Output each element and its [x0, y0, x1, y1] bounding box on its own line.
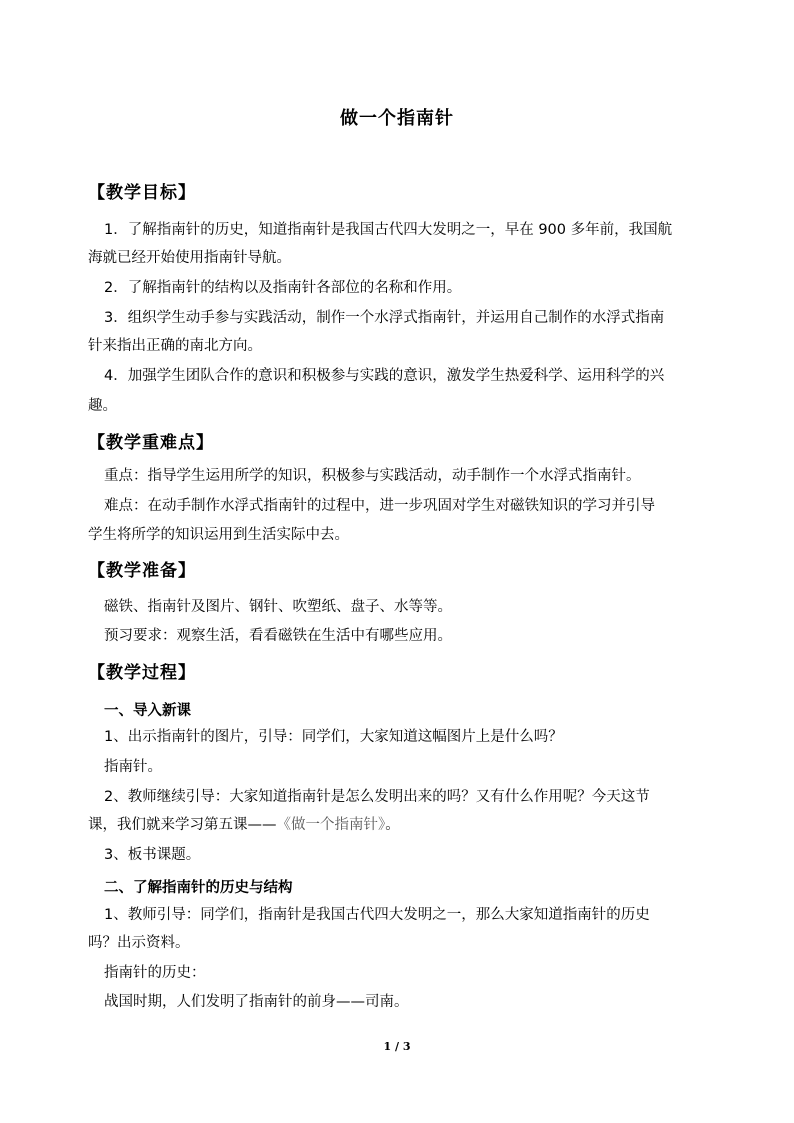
lesson-reference: 《做一个指南针》	[276, 817, 386, 833]
goals-line: 4．加强学生团队合作的意识和积极参与实践的意识，激发学生热爱科学、运用科学的兴	[104, 368, 665, 384]
key-points-line: 学生将所学的知识运用到生活实际中去。	[88, 527, 349, 543]
process-line: 战国时期，人们发明了指南针的前身——司南。	[104, 994, 409, 1010]
process-line: 1、教师引导：同学们，指南针是我国古代四大发明之一，那么大家知道指南针的历史	[104, 907, 650, 923]
key-points-line: 重点：指导学生运用所学的知识，积极参与实践活动，动手制作一个水浮式指南针。	[104, 468, 641, 484]
section-heading-key-points: 【教学重难点】	[88, 433, 214, 453]
goals-line: 1．了解指南针的历史，知道指南针是我国古代四大发明之一，早在 900 多年前，我国航	[104, 222, 673, 238]
process-line-with-reference	[88, 815, 400, 835]
key-points-line: 难点：在动手制作水浮式指南针的过程中，进一步巩固对学生对磁铁知识的学习并引导	[104, 498, 655, 514]
preparation-line: 预习要求：观察生活，看看磁铁在生活中有哪些应用。	[104, 628, 452, 644]
section-heading-process: 【教学过程】	[88, 663, 196, 683]
process-line: 指南针。	[104, 759, 162, 775]
process-part2-heading: 二、了解指南针的历史与结构	[104, 880, 293, 896]
goals-line: 海就已经开始使用指南针导航。	[88, 250, 291, 266]
page-number: 1 / 3	[383, 1040, 411, 1053]
goals-line: 3．组织学生动手参与实践活动，制作一个水浮式指南针，并运用自己制作的水浮式指南	[104, 310, 665, 326]
section-heading-goals: 【教学目标】	[88, 183, 196, 203]
process-line: 1、出示指南针的图片，引导：同学们，大家知道这幅图片上是什么吗？	[104, 729, 563, 745]
goals-line: 针来指出正确的南北方向。	[88, 338, 262, 354]
process-line-end: 。	[385, 817, 400, 833]
goals-line: 趣。	[88, 398, 117, 414]
preparation-line: 磁铁、指南针及图片、钢针、吹塑纸、盘子、水等等。	[104, 599, 452, 615]
process-line: 吗？出示资料。	[88, 935, 190, 951]
document-title: 做一个指南针	[340, 108, 454, 129]
process-line: 指南针的历史：	[104, 965, 206, 981]
process-line-text: 课，我们就来学习第五课——	[88, 817, 277, 833]
process-line: 2、教师继续引导：大家知道指南针是怎么发明出来的吗？又有什么作用呢？今天这节	[104, 789, 650, 805]
goals-line: 2．了解指南针的结构以及指南针各部位的名称和作用。	[104, 280, 462, 296]
process-line: 3、板书课题。	[104, 847, 201, 863]
process-part1-heading: 一、导入新课	[104, 703, 191, 719]
section-heading-preparation: 【教学准备】	[88, 561, 196, 581]
